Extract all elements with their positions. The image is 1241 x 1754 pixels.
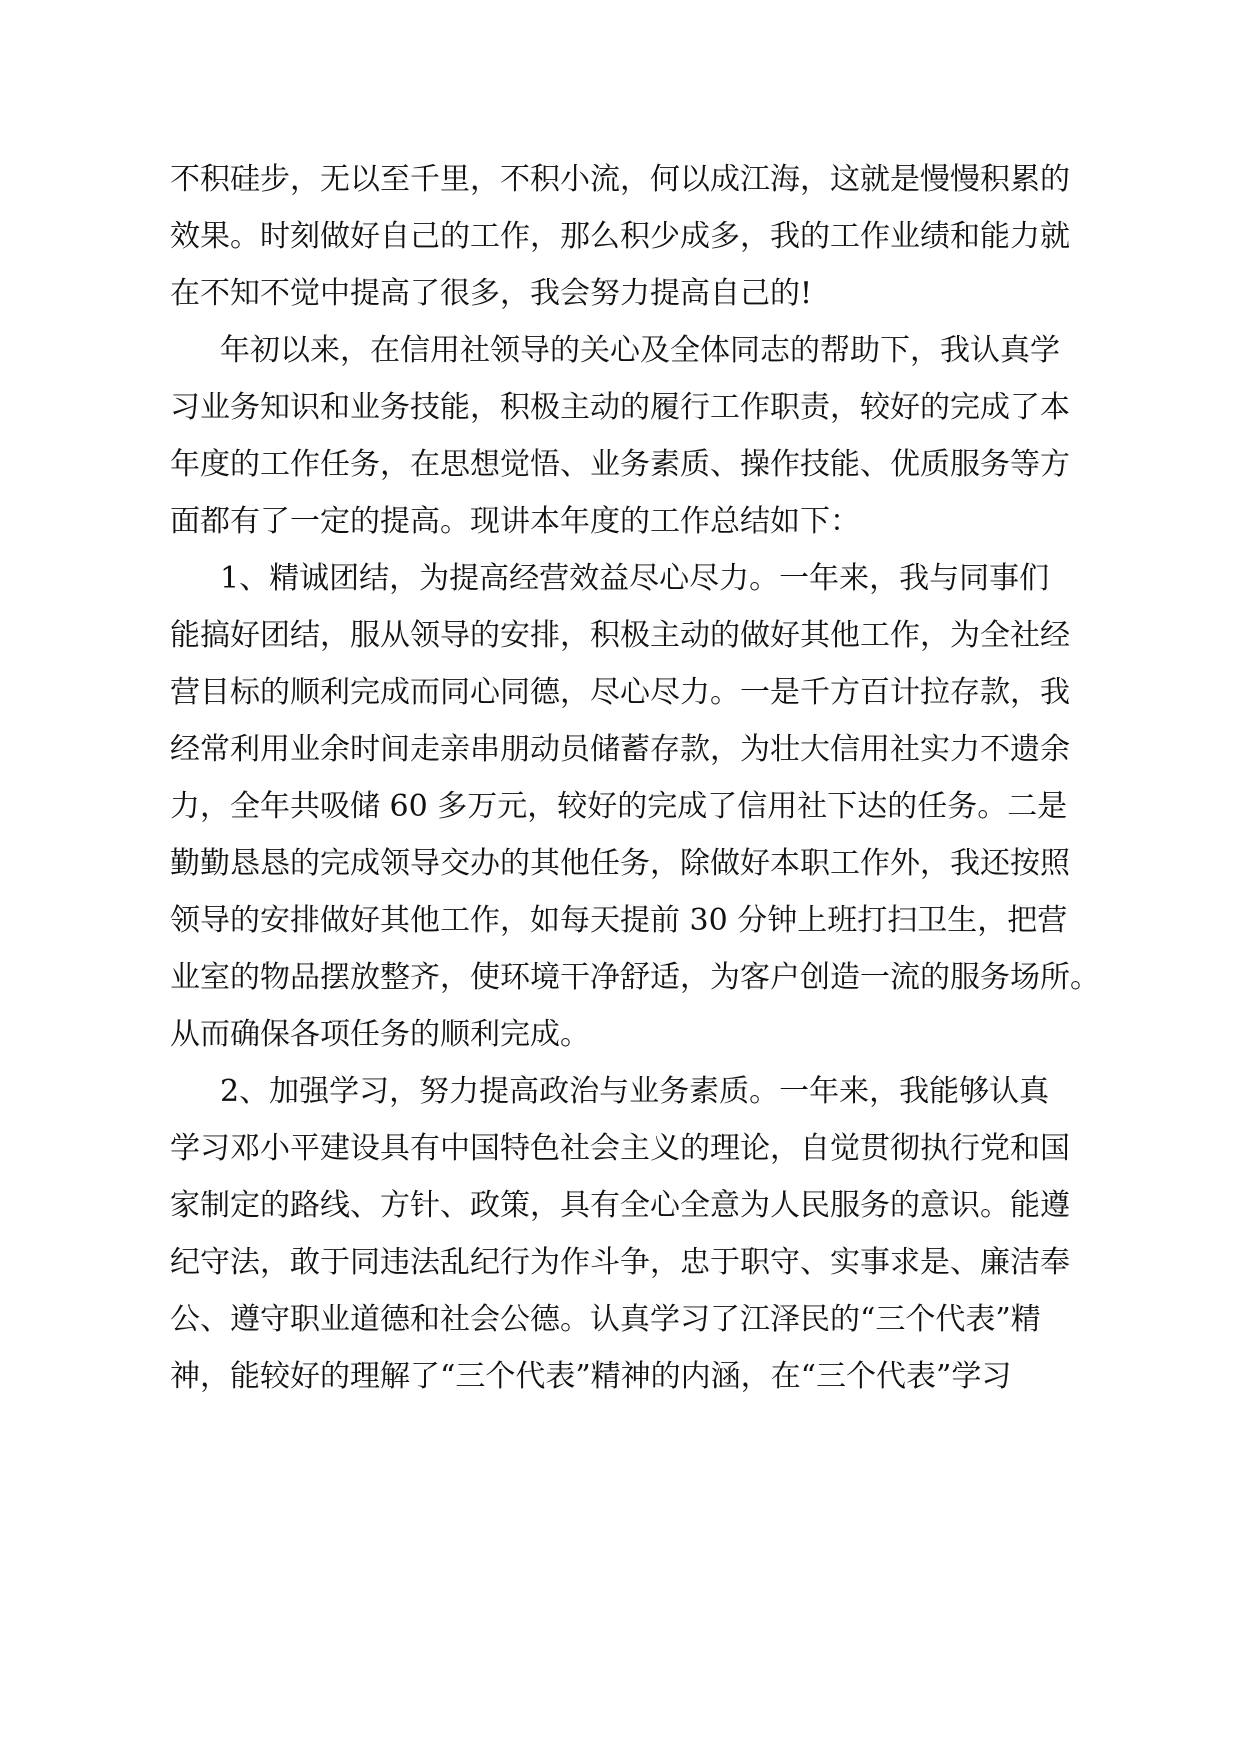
text-line: 年初以来，在信用社领导的关心及全体同志的帮助下，我认真学 — [220, 333, 1060, 368]
text-line: 纪守法，敢于同违法乱纪行为作斗争，忠于职守、实事求是、廉洁奉 — [170, 1245, 1070, 1280]
text-line: 效果。时刻做好自己的工作，那么积少成多，我的工作业绩和能力就 — [170, 219, 1070, 254]
text-line: 年度的工作任务，在思想觉悟、业务素质、操作技能、优质服务等方 — [170, 447, 1070, 482]
text-line: 在不知不觉中提高了很多，我会努力提高自己的! — [170, 276, 813, 311]
text-line: 家制定的路线、方针、政策，具有全心全意为人民服务的意识。能遵 — [170, 1188, 1070, 1223]
text-line: 学习邓小平建设具有中国特色社会主义的理论，自觉贯彻执行党和国 — [170, 1131, 1070, 1166]
text-line: 经常利用业余时间走亲串朋动员储蓄存款，为壮大信用社实力不遗余 — [170, 732, 1070, 767]
text-line: 2、加强学习，努力提高政治与业务素质。一年来，我能够认真 — [220, 1074, 1050, 1109]
text-line: 从而确保各项任务的顺利完成。 — [170, 1017, 590, 1052]
text-line: 不积硅步，无以至千里，不积小流，何以成江海，这就是慢慢积累的 — [170, 162, 1070, 197]
text-line: 营目标的顺利完成而同心同德，尽心尽力。一是千方百计拉存款，我 — [170, 675, 1070, 710]
text-line: 业室的物品摆放整齐，使环境干净舒适，为客户创造一流的服务场所。 — [170, 960, 1100, 995]
text-line: 1、精诚团结，为提高经营效益尽心尽力。一年来，我与同事们 — [220, 561, 1050, 596]
text-line: 神，能较好的理解了“三个代表”精神的内涵，在“三个代表”学习 — [170, 1359, 1012, 1394]
text-line: 面都有了一定的提高。现讲本年度的工作总结如下： — [170, 504, 860, 539]
text-line: 习业务知识和业务技能，积极主动的履行工作职责，较好的完成了本 — [170, 390, 1070, 425]
text-line: 公、遵守职业道德和社会公德。认真学习了江泽民的“三个代表”精 — [170, 1302, 1041, 1337]
text-line: 力，全年共吸储 60 多万元，较好的完成了信用社下达的任务。二是 — [170, 789, 1068, 824]
text-line: 领导的安排做好其他工作，如每天提前 30 分钟上班打扫卫生，把营 — [170, 903, 1068, 938]
text-line: 能搞好团结，服从领导的安排，积极主动的做好其他工作，为全社经 — [170, 618, 1070, 653]
text-line: 勤勤恳恳的完成领导交办的其他任务，除做好本职工作外，我还按照 — [170, 846, 1070, 881]
